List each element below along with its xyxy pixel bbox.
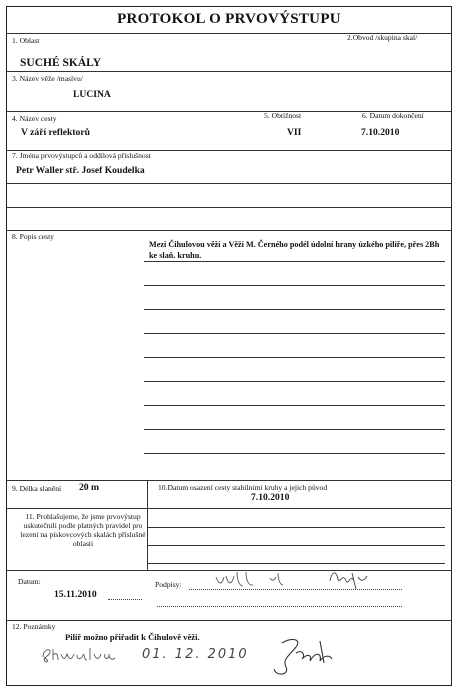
delka-slaneni-label: 9. Délka slanění xyxy=(12,484,62,493)
signature-dotted-line xyxy=(157,606,402,607)
nazev-cesty-label: 4. Název cesty xyxy=(12,114,57,123)
ruled-line xyxy=(144,405,445,406)
form-title: PROTOKOL O PRVOVÝSTUPU xyxy=(117,11,341,27)
divider xyxy=(7,183,451,184)
datum-label: Datum: xyxy=(18,577,41,586)
obtiznost-label: 5. Obtížnost xyxy=(264,111,302,120)
ruled-line xyxy=(144,357,445,358)
ruled-line xyxy=(147,563,445,564)
divider xyxy=(7,620,451,621)
nazev-veze-label: 3. Název věže /masívu/ xyxy=(12,74,83,83)
popis-value: Mezi Čihulovou věží a Věží M. Černého podél údolní hrany úzkého pilíře, přes 2Bh ke slaň. kruhu. xyxy=(149,240,440,260)
poznamky-value: Pilíř možno přiřadit k Čihulově věži. xyxy=(65,632,200,642)
datum-osazeni-value: 7.10.2010 xyxy=(251,492,290,503)
divider xyxy=(7,480,451,481)
obtiznost-value: VII xyxy=(287,127,302,138)
ruled-line xyxy=(144,381,445,382)
jmena-label: 7. Jména prvovýstupců a oddílová příslušnost xyxy=(12,151,151,160)
poznamky-label: 12. Poznámky xyxy=(12,622,56,631)
datum-osazeni-label: 10.Datum osazení cesty stabilními kruhy a jejich původ xyxy=(158,483,328,492)
divider xyxy=(147,480,148,508)
bottom-right-signature-handwriting xyxy=(272,633,342,683)
ruled-line xyxy=(144,285,445,286)
bottom-handwritten-date: 01. 12. 2010 xyxy=(142,647,249,662)
datum-dotted-line xyxy=(108,599,142,600)
divider xyxy=(7,508,451,509)
ruled-line xyxy=(147,527,445,528)
bottom-left-signature-handwriting xyxy=(39,643,129,665)
ruled-line xyxy=(144,333,445,334)
ruled-line xyxy=(144,261,445,262)
divider xyxy=(7,207,451,208)
ruled-line xyxy=(147,545,445,546)
prohlaseni-text: 11. Prohlašujeme, že jsme prvovýstup uskutečnili podle platných pravidel pro lezení na pískovcových skalách příslušné oblasti xyxy=(20,512,146,548)
nazev-veze-value: LUCINA xyxy=(73,89,111,100)
oblast-value: SUCHÉ SKÁLY xyxy=(20,57,102,69)
divider xyxy=(147,508,148,570)
datum-dokonceni-value: 7.10.2010 xyxy=(361,127,400,138)
jmena-value: Petr Waller stř. Josef Koudelka xyxy=(16,165,145,176)
datum-dokonceni-label: 6. Datum dokončení xyxy=(362,111,424,120)
first-signature-handwriting xyxy=(212,567,402,595)
ruled-line xyxy=(144,453,445,454)
divider xyxy=(7,230,451,231)
nazev-cesty-value: V září reflektorů xyxy=(21,127,90,138)
first-ascent-protocol-form xyxy=(6,6,452,686)
podpisy-label: Podpisy: xyxy=(155,580,182,589)
divider xyxy=(7,71,451,72)
oblast-label: 1. Oblast xyxy=(12,36,40,45)
popis-label: 8. Popis cesty xyxy=(12,232,54,241)
ruled-line xyxy=(144,309,445,310)
delka-slaneni-value: 20 m xyxy=(79,482,99,493)
datum-value: 15.11.2010 xyxy=(54,589,97,600)
obvod-label: 2.Obvod /skupina skal/ xyxy=(347,33,418,42)
ruled-line xyxy=(144,429,445,430)
